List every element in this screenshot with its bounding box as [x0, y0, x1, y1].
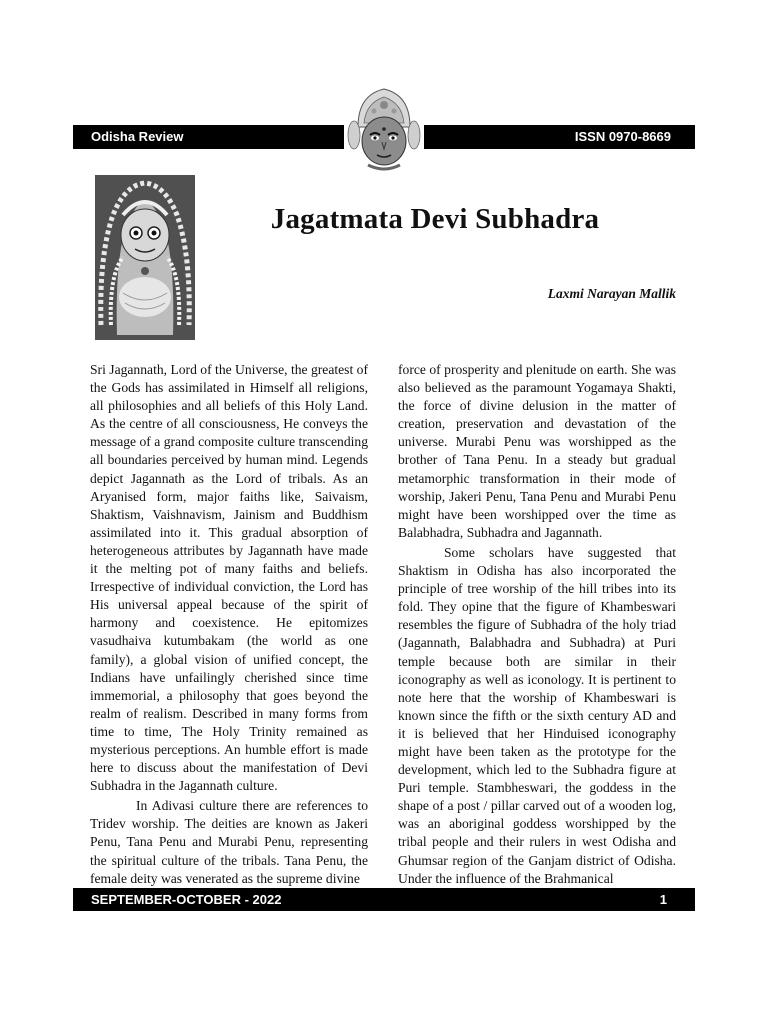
- issn-number: ISSN 0970-8669: [574, 129, 671, 144]
- article-author: Laxmi Narayan Mallik: [547, 286, 676, 301]
- issue-date: SEPTEMBER-OCTOBER - 2022: [91, 892, 282, 907]
- footer-bar: [73, 888, 695, 911]
- left-text-column: [90, 361, 368, 888]
- paragraph: Some scholars have suggested that Shaktism in Odisha has also incorporated the principle of tree worship of the hill tribes into its fold. They opine that the figure of Khambeswari resembles the figure of Subhadra of the holy triad (Jagannath, Balabhadra and Subhadra) at Puri temple because both are similar in their iconography as well as iconology. It is pertinent to note here that the worship of Khambeswari is known since the fifth or the sixth century AD and it is believed that her Hinduised iconography might have been taken as the prototype for the development, which led to the Subhadra figure at Puri temple. Stambheswari, the goddess in the shape of a post / pillar carved out of a wooden log, was an aboriginal goddess worshipped by the tribal people and their rulers in west Odisha and Ghumsar region of the Ganjam district of Odisha. Under the influence of the Brahmanical: [398, 544, 676, 886]
- paragraph: In Adivasi culture there are references to Tridev worship. The deities are known as Jakeri Penu, Tana Penu and Murabi Penu, representing the spiritual culture of the tribals. Tana Penu, the female deity was venerated as the supreme divine: [90, 798, 368, 886]
- goddess-emblem-icon: [344, 85, 424, 173]
- right-text-column: [398, 361, 676, 888]
- journal-name: Odisha Review: [91, 129, 184, 144]
- article-title: Jagatmata Devi Subhadra: [270, 203, 600, 235]
- paragraph: force of prosperity and plenitude on earth. She was also believed as the paramount Yogamaya Shakti, the force of divine delusion in the matter of creation, preservation and devastation of the universe. Murabi Penu was worshipped as the brother of Tana Penu. In a steady but gradual metamorphic transformation in their mode of worship, Jakeri Penu, Tana Penu and Murabi Penu might have been worshipped over the time as Balabhadra, Subhadra and Jagannath.: [398, 362, 676, 540]
- paragraph: Sri Jagannath, Lord of the Universe, the greatest of the Gods has assimilated in Himself all religions, all philosophies and all beliefs of this Holy Land. As the centre of all consciousness, He conveys the message of a grand composite culture transcending all boundaries perceived by human mind. Legends depict Jagannath as the Lord of tribals. As an Aryanised form, major faiths like, Saivaism, Shaktism, Vaishnavism, Jainism and Buddhism assimilated into it. This gradual absorption of heterogeneous attributes by Jagannath have made it the melting pot of many faiths and beliefs. Irrespective of individual conviction, the Lord has His universal appeal because of the spirit of harmony and coexistence. He epitomizes vasudhaiva kutumbakam (the world as one family), a global vision of unified concept, the Indians have unfailingly cherished since time immemorial, a philosophy that goes beyond the realm of realism. Described in many forms from time to time, The Holy Trinity remained as mysterious perceptions. An humble effort is made here to discuss about the manifestation of Devi Subhadra in the Jagannath culture.: [90, 362, 368, 794]
- subhadra-idol-image: [95, 175, 195, 340]
- page-number: 1: [659, 892, 667, 907]
